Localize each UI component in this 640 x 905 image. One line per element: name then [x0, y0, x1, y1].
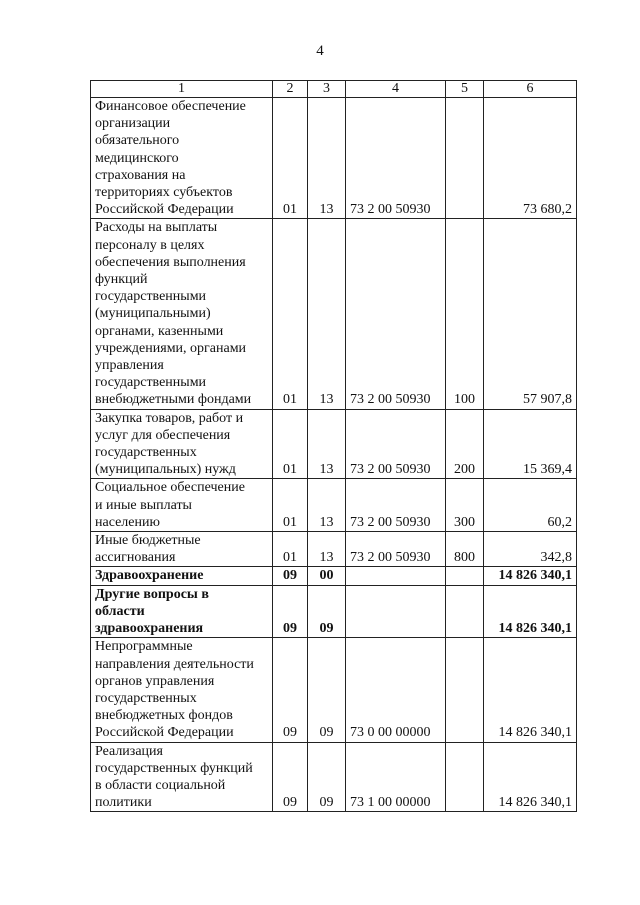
cell-pr: 13: [308, 532, 346, 567]
cell-rz: 09: [273, 585, 308, 638]
name-line: Финансовое обеспечение: [95, 99, 246, 114]
cell-sum: 14 826 340,1: [484, 638, 577, 742]
cell-sum: 60,2: [484, 479, 577, 532]
table-row: [91, 219, 577, 409]
cell-name: [91, 219, 273, 409]
name-line: Закупка товаров, работ и: [95, 410, 244, 426]
table-row: [91, 638, 577, 742]
name-line: обеспечения выполнения: [95, 254, 246, 270]
cell-sum: 14 826 340,1: [484, 567, 577, 585]
name-line: страхования на: [95, 167, 186, 183]
cell-rz: 09: [273, 742, 308, 812]
column-header: 3: [308, 81, 346, 98]
column-header: 5: [446, 81, 484, 98]
name-line: (муниципальными): [95, 306, 211, 322]
name-line: организации: [95, 116, 171, 132]
cell-pr: 13: [308, 479, 346, 532]
cell-vr: 300: [446, 479, 484, 532]
name-line: Российской Федерации: [95, 202, 234, 218]
name-line: Здравоохранение: [95, 568, 204, 584]
cell-csr: 73 2 00 50930: [346, 219, 446, 409]
cell-pr: 09: [308, 638, 346, 742]
name-line: Социальное обеспечение: [95, 480, 245, 496]
table-row: [91, 98, 577, 219]
name-line: органов управления: [95, 673, 215, 689]
cell-pr: 13: [308, 219, 346, 409]
cell-vr: [446, 567, 484, 585]
cell-rz: 01: [273, 479, 308, 532]
table-row: [91, 409, 577, 479]
table-header-row: [91, 81, 577, 98]
cell-sum: 14 826 340,1: [484, 585, 577, 638]
cell-sum: 14 826 340,1: [484, 742, 577, 812]
name-line: Иные бюджетные: [95, 533, 201, 549]
name-line: управления: [95, 358, 164, 374]
name-line: населению: [95, 514, 160, 530]
table-row: [91, 742, 577, 812]
cell-csr: 73 2 00 50930: [346, 98, 446, 219]
cell-pr: 13: [308, 409, 346, 479]
name-line: Расходы на выплаты: [95, 220, 218, 236]
table-row: [91, 567, 577, 585]
name-line: государственных функций: [95, 760, 253, 776]
column-header: 6: [484, 81, 577, 98]
name-line: (муниципальных) нужд: [95, 462, 236, 478]
cell-pr: 09: [308, 742, 346, 812]
name-line: политики: [95, 795, 152, 811]
page-number: 4: [316, 43, 324, 59]
cell-pr: 13: [308, 98, 346, 219]
name-line: Реализация: [95, 743, 163, 759]
cell-name: [91, 409, 273, 479]
name-line: услуг для обеспечения: [95, 427, 231, 443]
name-line: органами, казенными: [95, 323, 224, 339]
cell-name: [91, 585, 273, 638]
name-line: внебюджетными фондами: [95, 392, 252, 408]
name-line: здравоохранения: [95, 621, 204, 637]
name-line: Непрограммные: [95, 639, 193, 655]
name-line: территориях субъектов: [95, 185, 233, 201]
table-row: [91, 585, 577, 638]
cell-vr: 200: [446, 409, 484, 479]
cell-csr: [346, 567, 446, 585]
name-line: области: [95, 603, 145, 619]
name-line: в области социальной: [95, 777, 226, 793]
table-row: [91, 479, 577, 532]
name-line: функций: [95, 272, 148, 288]
name-line: обязательного: [95, 133, 180, 149]
cell-vr: [446, 638, 484, 742]
column-header: 4: [346, 81, 446, 98]
cell-csr: 73 2 00 50930: [346, 479, 446, 532]
cell-rz: 01: [273, 532, 308, 567]
name-line: государственных: [95, 445, 197, 461]
name-line: Другие вопросы в: [95, 586, 209, 602]
name-line: государственными: [95, 375, 207, 391]
cell-vr: 800: [446, 532, 484, 567]
name-line: учреждениями, органами: [95, 340, 247, 356]
cell-sum: 73 680,2: [484, 98, 577, 219]
cell-pr: 09: [308, 585, 346, 638]
budget-table: [90, 80, 577, 812]
name-line: персоналу в целях: [95, 237, 205, 253]
cell-csr: 73 1 00 00000: [346, 742, 446, 812]
cell-vr: [446, 585, 484, 638]
cell-csr: 73 0 00 00000: [346, 638, 446, 742]
cell-name: [91, 532, 273, 567]
cell-vr: [446, 742, 484, 812]
cell-csr: 73 2 00 50930: [346, 409, 446, 479]
cell-rz: 01: [273, 409, 308, 479]
cell-name: [91, 742, 273, 812]
cell-name: [91, 479, 273, 532]
cell-vr: 100: [446, 219, 484, 409]
cell-sum: 15 369,4: [484, 409, 577, 479]
table-row: [91, 532, 577, 567]
cell-rz: 09: [273, 567, 308, 585]
name-line: и иные выплаты: [95, 497, 192, 513]
name-line: государственных: [95, 690, 197, 706]
name-line: государственными: [95, 289, 207, 305]
name-line: внебюджетных фондов: [95, 708, 233, 724]
name-line: ассигнования: [95, 550, 176, 566]
cell-csr: [346, 585, 446, 638]
cell-pr: 00: [308, 567, 346, 585]
column-header: 2: [273, 81, 308, 98]
cell-rz: 01: [273, 98, 308, 219]
cell-sum: 342,8: [484, 532, 577, 567]
cell-rz: 01: [273, 219, 308, 409]
cell-csr: 73 2 00 50930: [346, 532, 446, 567]
cell-rz: 09: [273, 638, 308, 742]
column-header: 1: [91, 81, 273, 98]
cell-name: [91, 638, 273, 742]
cell-name: [91, 98, 273, 219]
name-line: Российской Федерации: [95, 725, 234, 741]
name-line: медицинского: [95, 150, 179, 166]
cell-name: [91, 567, 273, 585]
name-line: направления деятельности: [95, 656, 254, 672]
cell-sum: 57 907,8: [484, 219, 577, 409]
cell-vr: [446, 98, 484, 219]
